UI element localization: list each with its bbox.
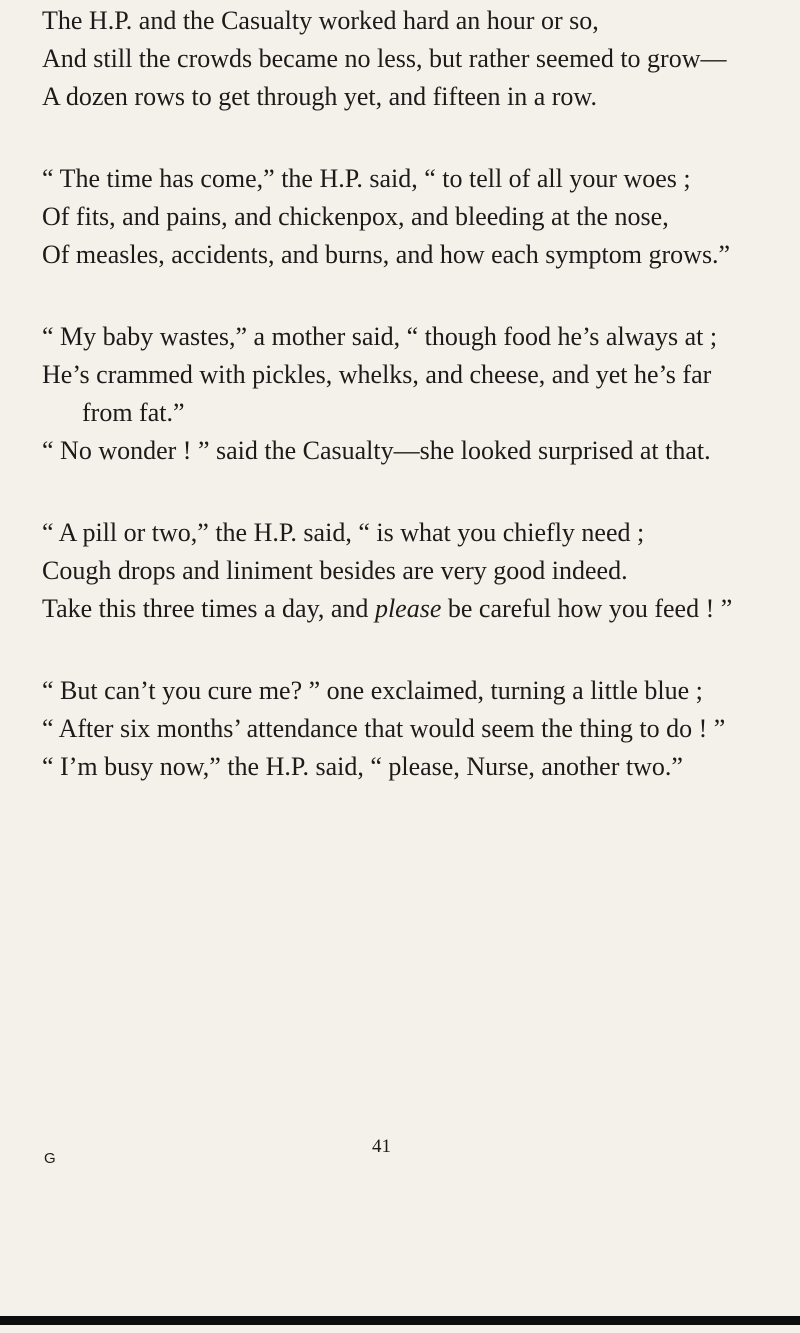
poem-page xyxy=(42,2,762,830)
poem-line: “ A pill or two,” the H.P. said, “ is what you chiefly need ; xyxy=(42,518,645,547)
signature-mark: G xyxy=(44,1150,56,1167)
poem-line: A dozen rows to get through yet, and fifteen in a row. xyxy=(42,82,598,111)
stanza-2 xyxy=(42,160,762,274)
poem-line: Of fits, and pains, and chickenpox, and bleeding at the nose, xyxy=(42,202,669,231)
poem-line: “ I’m busy now,” the H.P. said, “ please, Nurse, another two.” xyxy=(42,752,683,781)
line-text-before: Take this three times a day, and xyxy=(42,594,375,623)
poem-line: “ The time has come,” the H.P. said, “ to tell of all your woes ; xyxy=(42,164,691,193)
poem-line: And still the crowds became no less, but rather seemed to grow— xyxy=(42,44,727,73)
line-text-after: be careful how you feed ! ” xyxy=(441,594,733,623)
poem-line: Cough drops and liniment besides are very good indeed. xyxy=(42,556,628,585)
page-number: 41 xyxy=(372,1136,391,1157)
poem-line: “ No wonder ! ” said the Casualty—she looked surprised at that. xyxy=(42,436,711,465)
poem-line: He’s crammed with pickles, whelks, and cheese, and yet he’s far from fat.” xyxy=(42,360,712,427)
poem-line: “ After six months’ attendance that would seem the thing to do ! ” xyxy=(42,714,726,743)
stanza-4 xyxy=(42,514,762,628)
stanza-1 xyxy=(42,2,762,116)
poem-line: Of measles, accidents, and burns, and how each symptom grows.” xyxy=(42,240,731,269)
poem-line: The H.P. and the Casualty worked hard an hour or so, xyxy=(42,6,599,35)
poem-line xyxy=(42,590,762,628)
stanza-3 xyxy=(42,318,762,470)
emphasized-word: please xyxy=(374,594,442,623)
stanza-5 xyxy=(42,672,762,786)
bottom-border xyxy=(0,1316,800,1325)
poem-line: “ My baby wastes,” a mother said, “ though food he’s always at ; xyxy=(42,322,718,351)
poem-line: “ But can’t you cure me? ” one exclaimed, turning a little blue ; xyxy=(42,676,703,705)
